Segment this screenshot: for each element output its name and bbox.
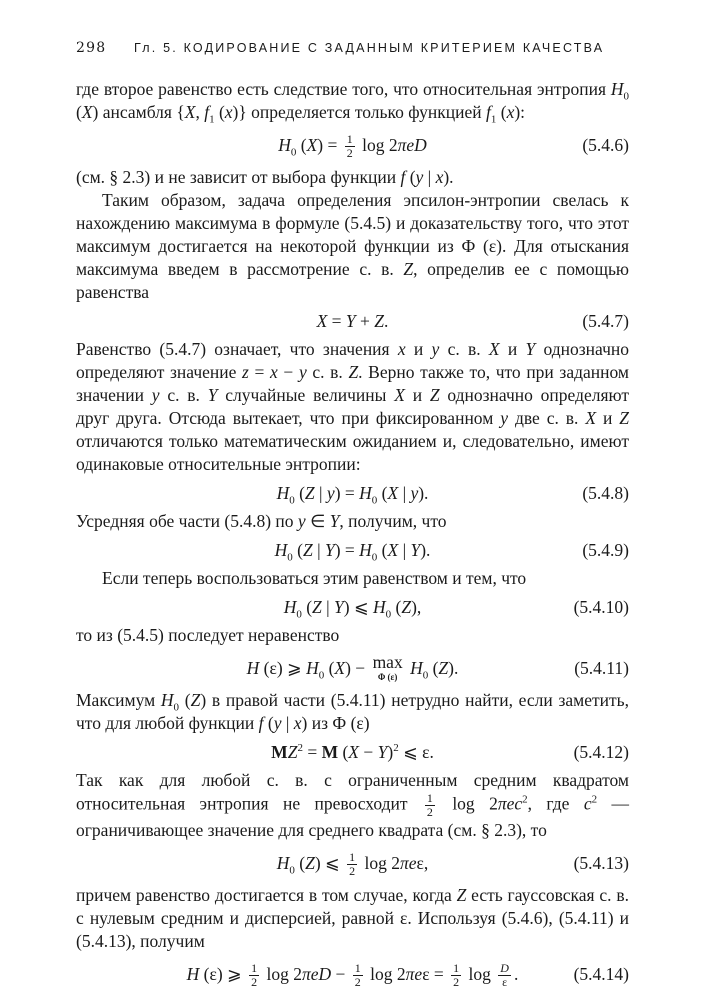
equation-number: (5.4.12) [573,742,629,762]
equation-number: (5.4.14) [573,964,629,984]
equation-number: (5.4.8) [582,483,629,503]
page-header [76,40,636,56]
equation-5-4-12: $MZ^2 = M$ $(X - Y)^2$ ⩽ ε. (5.4.12) [76,735,629,769]
paragraph-3: Таким образом, задача определения эпсилон-энтропии свелась к нахождению максимума в формуле (5.4.5) и доказательству того, что этот максимум достигается на некоторой функции из Ф (ε). Для отыскания максимума введем в рассмотрение с. в. Z, определив ее с помощью равенства [76,190,630,302]
equation-number: (5.4.10) [573,597,629,617]
equation-5-4-7: X = Y + Z. (5.4.7) [76,304,629,338]
page-body [76,78,629,995]
paragraph-5: Усредняя обе части (5.4.8) по y ∈ Y, получим, что [76,511,447,531]
equation-5-4-9: $H_0$ (Z | $Y) = H_0$ (X | Y). (5.4.9) [76,533,629,567]
equation-5-4-14: H (ε) ⩾ $\frac{1}{2}$ log 2πeD − $\frac{1}{2}$ log 2πeε = $\frac{1}{2}$ log $\frac{D}{\varepsilon}$ . (5.4.14) [76,953,629,995]
equation-5-4-8: $H_0$ (Z | $y) = H_0$ (X | y). (5.4.8) [76,476,629,510]
chapter-title: Гл. 5. КОДИРОВАНИЕ С ЗАДАННЫМ КРИТЕРИЕМ КАЧЕСТВА [133,41,605,55]
page-number: 298 [76,40,107,56]
equation-number: (5.4.13) [573,853,629,873]
equation-5-4-13: $H_0$ (Z) ⩽ $\frac{1}{2}$ log 2πeε, (5.4.13) [76,842,629,884]
paragraph-1: где второе равенство есть следствие того, что относительная энтропия $H_0$ (X) ансамбля {X, $f_1$ (x)} определяется только функцией $f_1$ (x): [76,79,629,126]
paragraph-4: Равенство (5.4.7) означает, что значения x и y с. в. X и Y однозначно определяют значение z = x − y с. в. Z. Верно также то, что при заданном значении y с. в. Y случайные величины X и Z однозначно определяют друг друга. Отсюда вытекает, что при фиксированном y две с. в. X и Z отличаются только математическим ожиданием и, следовательно, имеют одинаковые относительные энтропии: [76,339,630,474]
equation-5-4-6: $H_0$ (X) = $\frac{1}{2}$ log 2πeD (5.4.6) [76,124,629,166]
equation-5-4-10: $H_0$ (Z | Y) ⩽ $H_0$ (Z), (5.4.10) [76,590,629,624]
paragraph-7: то из (5.4.5) последует неравенство [76,625,340,645]
paragraph-8: Максимум $H_0$ (Z) в правой части (5.4.11) нетрудно найти, если заметить, что для любой функции f (y | x) из Ф (ε) [76,690,630,733]
equation-number: (5.4.7) [582,311,629,331]
equation-number: (5.4.9) [582,540,629,560]
paragraph-2: (см. § 2.3) и не зависит от выбора функции f (y | x). [76,167,454,187]
paragraph-10: причем равенство достигается в том случае, когда Z есть гауссовская с. в. с нулевым средним и дисперсией, равной ε. Используя (5.4.6), (5.4.11) и (5.4.13), получим [76,885,629,951]
equation-number: (5.4.11) [574,658,629,678]
equation-number: (5.4.6) [582,135,629,155]
paragraph-6: Если теперь воспользоваться этим равенством и тем, что [102,568,527,588]
equation-5-4-11: H (ε) ⩾ $H_0$ (X) − max Φ (ε) $H_0$ (Z). (5.4.11) [76,647,629,689]
paragraph-9: Так как для любой с. в. с ограниченным средним квадратом относительная энтропия не превосходит $\frac{1}{2}$ log 2πec$^2$, где $c^2$ — ограничивающее значение для среднего квадрата (см. § 2.3), то [76,770,629,840]
